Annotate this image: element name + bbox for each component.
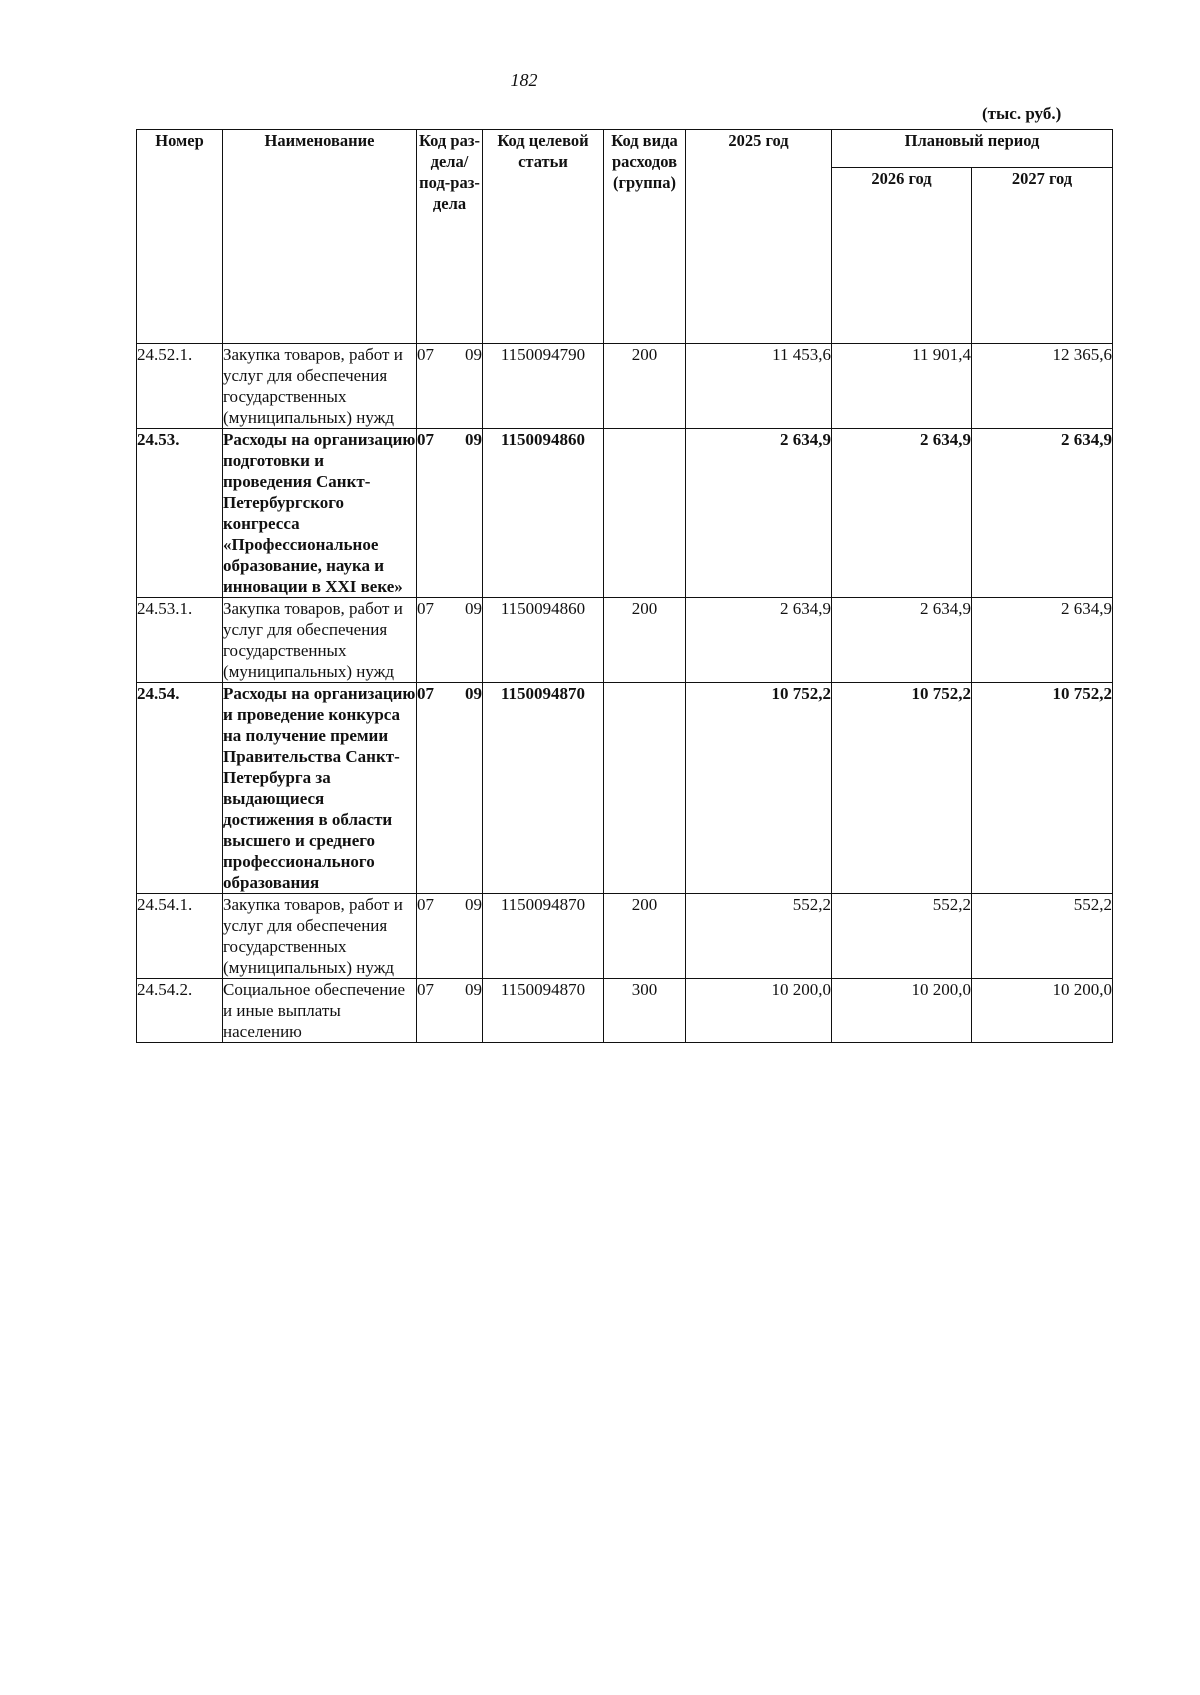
row-section-code (417, 344, 483, 429)
units-label: (тыс. руб.) (982, 104, 1062, 123)
row-expense-group: 200 (604, 344, 686, 429)
header-planned-period: Плановый период (832, 130, 1113, 168)
row-section-code (417, 894, 483, 979)
header-number: Номер (137, 130, 223, 344)
row-section: 07 (417, 430, 434, 449)
row-name: Закупка товаров, работ и услуг для обеспечения государственных (муниципальных) нужд (223, 894, 417, 979)
row-subsection: 09 (465, 430, 482, 449)
row-amount-2025: 11 453,6 (686, 344, 832, 429)
row-target-code: 1150094870 (483, 979, 604, 1043)
row-amount-2025: 10 200,0 (686, 979, 832, 1043)
row-number: 24.54.1. (137, 894, 223, 979)
header-year-2027: 2027 год (972, 168, 1113, 344)
row-expense-group: 300 (604, 979, 686, 1043)
header-year-2025: 2025 год (686, 130, 832, 344)
row-target-code: 1150094790 (483, 344, 604, 429)
row-amount-2026: 10 752,2 (832, 683, 972, 894)
row-section: 07 (417, 684, 434, 703)
row-number: 24.53.1. (137, 598, 223, 683)
row-section-code (417, 683, 483, 894)
row-expense-group: 200 (604, 598, 686, 683)
row-target-code: 1150094860 (483, 598, 604, 683)
header-section: Код раз-дела/ под-раз-дела (417, 130, 483, 344)
row-amount-2026: 2 634,9 (832, 598, 972, 683)
row-amount-2026: 11 901,4 (832, 344, 972, 429)
row-subsection: 09 (465, 895, 482, 914)
row-target-code: 1150094870 (483, 894, 604, 979)
table-body (137, 344, 1113, 1043)
row-amount-2027: 2 634,9 (972, 598, 1113, 683)
row-number: 24.52.1. (137, 344, 223, 429)
row-section: 07 (417, 599, 434, 618)
row-amount-2027: 10 200,0 (972, 979, 1113, 1043)
row-amount-2025: 10 752,2 (686, 683, 832, 894)
row-number: 24.54. (137, 683, 223, 894)
row-section: 07 (417, 895, 434, 914)
row-target-code: 1150094870 (483, 683, 604, 894)
table-row (137, 344, 1113, 429)
table-row (137, 979, 1113, 1043)
header-expense-type: Код вида расходов (группа) (604, 130, 686, 344)
row-amount-2025: 552,2 (686, 894, 832, 979)
row-name: Расходы на организацию подготовки и проведения Санкт-Петербургского конгресса «Профессиональное образование, наука и инновации в XXI веке» (223, 430, 416, 596)
row-section-code (417, 979, 483, 1043)
row-amount-2025: 2 634,9 (686, 429, 832, 598)
table-row (137, 683, 1113, 894)
row-section-code (417, 429, 483, 598)
row-amount-2027: 10 752,2 (972, 683, 1113, 894)
row-subsection: 09 (465, 599, 482, 618)
row-name: Закупка товаров, работ и услуг для обеспечения государственных (муниципальных) нужд (223, 344, 417, 429)
row-name: Расходы на организацию и проведение конкурса на получение премии Правительства Санкт-Петербурга за выдающиеся достижения в области высшего и среднего профессионального образования (223, 684, 416, 892)
row-section: 07 (417, 980, 434, 999)
row-subsection: 09 (465, 980, 482, 999)
row-amount-2027: 2 634,9 (972, 429, 1113, 598)
header-row (137, 130, 1113, 168)
row-expense-group: 200 (604, 894, 686, 979)
header-target: Код целевой статьи (483, 130, 604, 344)
header-name: Наименование (223, 130, 417, 344)
row-number: 24.54.2. (137, 979, 223, 1043)
page-number: 182 (510, 70, 538, 90)
row-subsection: 09 (465, 345, 482, 364)
row-amount-2026: 10 200,0 (832, 979, 972, 1043)
row-amount-2026: 2 634,9 (832, 429, 972, 598)
row-section: 07 (417, 345, 434, 364)
row-number: 24.53. (137, 429, 223, 598)
row-name: Социальное обеспечение и иные выплаты населению (223, 979, 417, 1043)
row-target-code: 1150094860 (483, 429, 604, 598)
row-expense-group (604, 683, 686, 894)
table-row (137, 598, 1113, 683)
header-year-2026: 2026 год (832, 168, 972, 344)
row-section-code (417, 598, 483, 683)
row-amount-2027: 12 365,6 (972, 344, 1113, 429)
row-expense-group (604, 429, 686, 598)
row-amount-2027: 552,2 (972, 894, 1113, 979)
row-amount-2025: 2 634,9 (686, 598, 832, 683)
row-amount-2026: 552,2 (832, 894, 972, 979)
row-name: Закупка товаров, работ и услуг для обеспечения государственных (муниципальных) нужд (223, 598, 417, 683)
table-row (137, 894, 1113, 979)
budget-table (136, 129, 1113, 1043)
row-subsection: 09 (465, 684, 482, 703)
table-row (137, 429, 1113, 598)
